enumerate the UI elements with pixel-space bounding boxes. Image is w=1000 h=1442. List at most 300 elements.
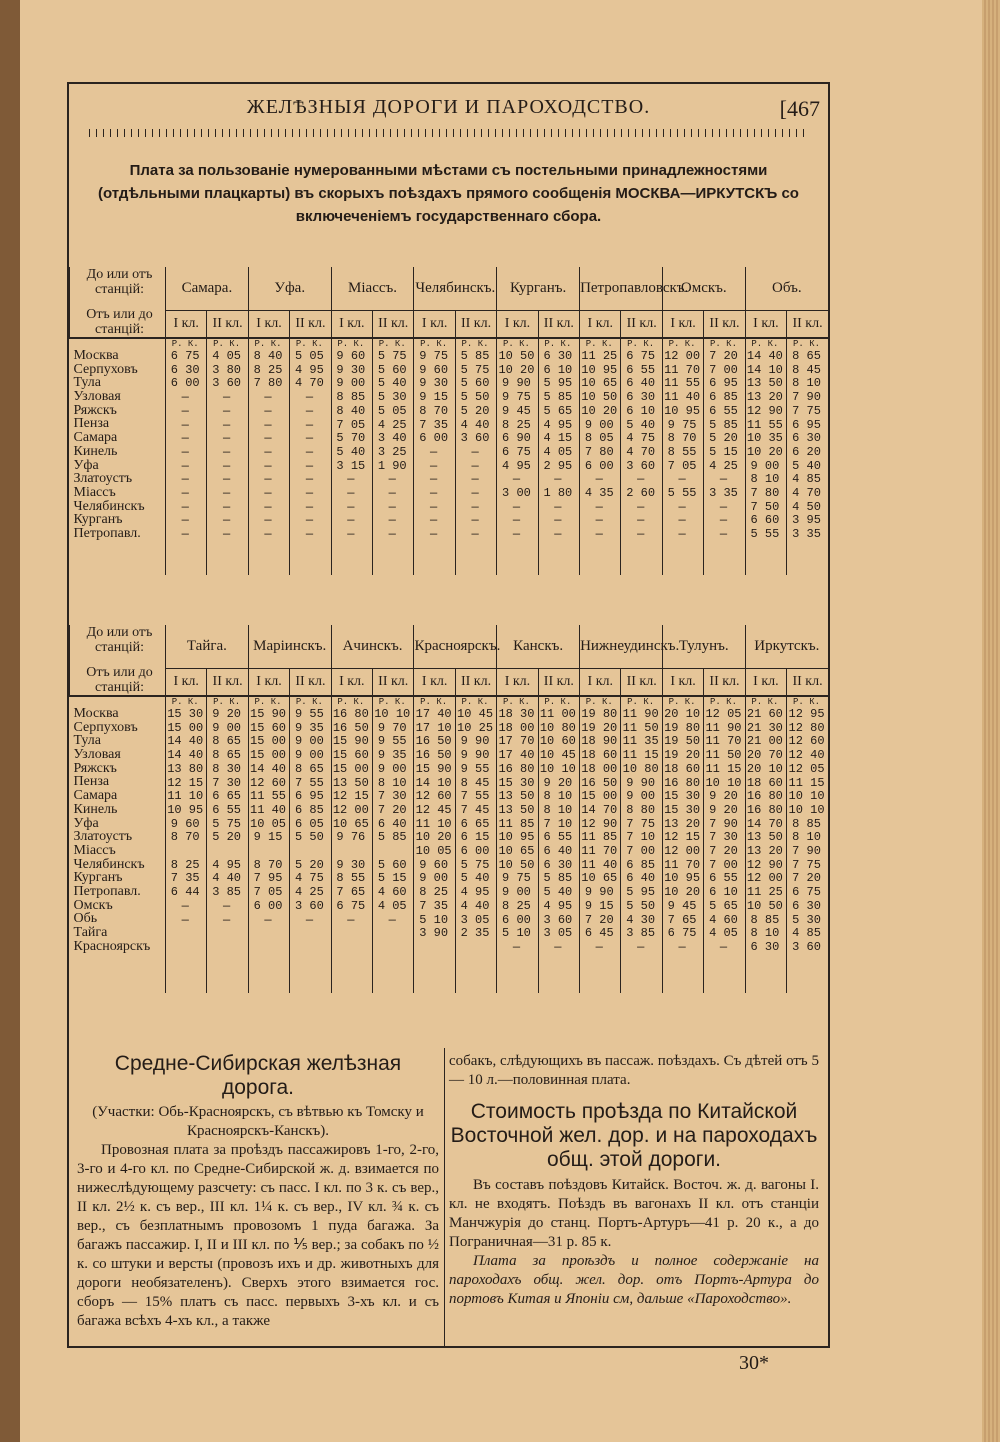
fare-value [249,927,287,941]
fare-value: 5 85 [543,390,573,405]
fare-value: 17 70 [498,734,535,749]
fare-value: — [678,527,686,542]
fare-value: — [595,513,603,528]
fare-value: 5 10 [502,926,531,941]
fare-value: 11 25 [581,349,618,363]
station-column-header: Канскъ. [497,625,580,668]
fare-value: 11 40 [581,857,618,872]
fare-value: — [637,513,645,528]
fare-value: 5 55 [667,486,697,501]
station-name: Узловая [73,747,121,763]
fare-value: 6 40 [626,871,656,886]
fare-value: 18 30 [498,707,535,721]
fare-value: 5 40 [543,885,573,900]
fare-value: 6 15 [460,830,490,845]
fare-value [207,845,245,859]
fare-value: 4 75 [295,871,324,886]
fare-value: 5 60 [377,857,407,872]
fare-value: — [264,472,272,487]
fare-value: 5 20 [295,857,324,872]
fare-value: 6 95 [295,789,324,804]
fare-value: 11 15 [788,775,825,790]
class-header-first: I кл. [414,668,455,696]
fare-value: 12 15 [664,830,701,845]
fare-value: 4 05 [212,349,242,363]
column-divider [444,1048,445,1348]
fare-value: 9 45 [502,403,531,418]
fare-value: — [181,431,189,446]
fare-value: 16 50 [581,775,618,790]
rubles-kopecks-label: Р. К. [461,697,489,707]
fare-value: 12 00 [746,871,783,886]
fare-value: 9 15 [584,898,614,913]
fare-value: 6 40 [543,844,573,859]
fare-cell-column [455,696,496,993]
fare-value: 4 95 [543,417,573,432]
fare-value: — [264,499,272,514]
fare-cell-column [207,696,248,993]
station-name: Москва [73,348,119,363]
fare-cell-column [414,696,455,993]
fare-value: 6 95 [709,376,738,391]
fare-value: 4 75 [626,431,656,446]
srednesib-heading: Средне-Сибирская желѣзная дорога. [114,1052,402,1099]
fare-value: — [554,499,562,514]
class-header-second: II кл. [373,310,414,338]
fare-value: 10 05 [415,844,452,859]
fare-value: — [305,912,314,927]
rubles-kopecks-label: Р. К. [709,697,737,707]
fare-value: 7 90 [709,816,738,831]
fare-value: — [181,912,189,927]
fare-cell-column [331,696,372,993]
fare-value: 9 55 [377,734,407,749]
fare-value: 8 30 [212,761,242,776]
class-header-second: II кл. [455,668,496,696]
fare-value: — [678,939,686,954]
fare-value: — [347,472,355,487]
fare-value: 7 75 [792,403,821,418]
class-header-second: II кл. [621,668,662,696]
class-header-first: I кл. [745,310,786,338]
fare-value: — [595,472,603,487]
fare-value: 5 60 [377,362,407,377]
fare-value: 8 55 [667,444,697,459]
fare-value: 6 20 [792,444,821,459]
fare-value [456,941,494,955]
fare-value: 8 85 [750,912,780,927]
fare-value: 6 30 [170,362,200,377]
fare-value: 5 50 [460,390,490,405]
fare-value: 8 10 [792,376,821,391]
fare-value: 5 55 [750,527,780,542]
station-column-header: Самара. [166,267,249,310]
rubles-kopecks-label: Р. К. [585,339,613,349]
fare-value: 10 95 [664,403,701,418]
fare-value: 14 40 [167,734,204,749]
rubles-kopecks-label: Р. К. [378,697,406,707]
station-column-header: Красноярскъ. [414,625,497,668]
fare-value: 12 60 [250,775,287,790]
fare-value: 10 20 [746,444,783,459]
fare-value: 7 45 [460,802,490,817]
fare-value: 8 80 [626,802,656,817]
rubles-kopecks-label: Р. К. [544,697,572,707]
fare-value [290,845,328,859]
fare-value: — [678,513,686,528]
class-header-first: I кл. [248,668,289,696]
fare-value: 11 70 [705,734,742,749]
fare-value: 5 30 [377,390,407,405]
station-column-header: Маріинскъ. [248,625,331,668]
fare-value: 9 30 [419,376,449,391]
fare-value: 3 35 [792,527,821,542]
fare-value: 10 45 [539,748,576,763]
fare-value: 16 80 [498,761,535,776]
fare-value: 9 00 [626,789,656,804]
fare-value: 5 75 [460,857,490,872]
fare-value: 21 30 [746,720,783,735]
fare-value: 5 85 [460,349,490,363]
fare-table-1 [69,267,828,575]
station-name: Узловая [73,389,121,405]
fare-value: 7 80 [253,376,283,391]
fare-value: 5 10 [419,912,449,927]
rubles-kopecks-label: Р. К. [254,339,282,349]
fare-value: 3 40 [377,431,407,446]
fare-value: 2 95 [543,458,573,473]
fare-value: — [181,486,189,501]
fare-value: 1 80 [543,486,573,501]
fare-value: 20 70 [746,748,783,763]
fare-value: 11 00 [539,707,576,721]
fare-value: 9 90 [460,748,490,763]
fare-value: 5 40 [460,871,490,886]
fare-value: 6 85 [626,857,656,872]
fare-value: 15 00 [250,748,287,763]
fare-value [249,845,287,859]
fare-value: 9 90 [626,775,656,790]
fare-value: 14 40 [746,349,783,363]
fare-value: — [223,458,231,473]
fare-value: 9 00 [502,885,531,900]
fare-value: 8 25 [502,417,531,432]
fare-value: 16 50 [415,734,452,749]
rubles-kopecks-label: Р. К. [295,697,323,707]
fare-value: 6 00 [170,376,200,391]
fare-value: 10 10 [705,775,742,790]
fare-value: 9 30 [336,857,366,872]
fare-value: 12 15 [332,789,369,804]
fare-cell-column [580,338,621,575]
fare-value: 4 95 [295,362,324,377]
folio-signature: 30* [739,1352,769,1374]
class-header-first: I кл. [331,310,372,338]
fare-value: — [637,939,645,954]
fare-value: — [388,912,396,927]
fare-value: — [223,403,231,418]
fare-value: 3 60 [212,376,242,391]
fare-value: 6 30 [792,898,821,913]
fare-value: 12 00 [664,349,701,363]
fare-value: 7 75 [792,857,821,872]
fare-value: 6 30 [543,857,573,872]
rubles-kopecks-label: Р. К. [337,697,365,707]
class-header-second: II кл. [621,310,662,338]
fare-value: 7 30 [709,830,738,845]
fare-value: 7 80 [750,486,780,501]
fare-value: 13 50 [746,376,783,391]
fare-value: 5 50 [626,898,656,913]
fare-value: 8 10 [543,802,573,817]
station-name: Самара [73,430,118,446]
fare-value: 4 95 [543,898,573,913]
fare-value: 11 55 [746,417,783,432]
fare-cell-column [455,338,496,575]
fare-value: — [512,939,521,954]
fare-value: 5 05 [377,403,407,418]
fare-cell-column [373,696,414,993]
fare-value: 12 90 [746,403,783,418]
rubles-kopecks-label: Р. К. [627,697,655,707]
fare-cell-column [621,338,662,575]
station-name: Кинель [73,801,118,817]
fare-value: 15 30 [498,775,535,790]
fare-value: 10 20 [415,830,452,845]
cer-heading: Стоимость проѣзда по Китайской Восточной жел. дор. и на пароходахъ общ. этой дороги. [450,1100,818,1171]
class-header-second: II кл. [207,310,248,338]
fare-value: — [719,499,728,514]
fare-value: 4 25 [295,885,324,900]
fare-value: 13 50 [332,775,369,790]
fare-value: 16 50 [332,720,369,735]
fare-value: 8 85 [792,816,821,831]
fare-value: 7 35 [170,871,200,886]
fare-value: 3 05 [543,926,573,941]
fare-value: 10 95 [167,802,204,817]
fare-cell-column [207,338,248,575]
fare-value: 10 10 [788,789,825,804]
fare-value [249,941,287,955]
fare-value: 6 44 [170,885,200,900]
fare-cell-column [248,696,289,993]
fare-value: 6 85 [295,802,324,817]
station-column-header: Челябинскъ. [414,267,497,310]
station-column-header: Тулунъ. [662,625,745,668]
fare-value: — [637,527,645,542]
fare-value: — [347,513,355,528]
fare-value: 10 65 [332,816,369,831]
corner-header: До или отъ станцій: Отъ или до станцій: [70,267,166,338]
fare-value: 10 10 [374,707,411,721]
station-list [70,338,166,575]
fare-value: — [181,513,189,528]
page-frame [67,82,830,1348]
fare-value: — [305,499,314,514]
fare-value: — [181,390,189,405]
station-name: Златоустъ [73,471,133,487]
fare-value: 17 40 [415,707,452,721]
fare-value [332,845,370,859]
fare-value: 11 25 [746,885,783,900]
fare-value: 9 00 [377,761,407,776]
fare-value: 13 50 [498,802,535,817]
fare-value: 16 80 [332,707,369,721]
rubles-kopecks-label: Р. К. [544,339,572,349]
fare-value: 6 55 [709,403,738,418]
fare-value: — [305,458,314,473]
fare-value: 8 65 [792,349,821,363]
fare-value: 6 10 [709,885,738,900]
station-name: Курганъ [73,512,123,528]
fare-value: 7 90 [792,844,821,859]
fare-value [373,941,411,955]
fare-value: 5 75 [460,362,490,377]
fare-value: 7 05 [336,417,366,432]
fare-value: 7 35 [419,417,449,432]
fare-value: 15 00 [250,734,287,749]
fare-value: 6 55 [709,871,738,886]
fare-cell-column [538,338,579,575]
children-fare-text: собакъ, слѣдующихъ въ пассаж. поѣздахъ. Съ дѣтей отъ 5 — 10 л.—половинная плата. [449,1053,819,1088]
fare-value: 5 20 [212,830,242,845]
fare-value: — [595,939,603,954]
cer-steamer-note: Плата за проѣздъ и полное содержаніе на пароходахъ общ. жел. дор. отъ Портъ-Артура до портовъ Китая и Японіи см, дальше «Пароходство». [449,1253,819,1307]
rubles-kopecks-label: Р. К. [751,697,779,707]
fare-value: — [264,444,272,459]
fare-value: 12 90 [746,857,783,872]
fare-value: 11 55 [664,376,701,391]
fare-value: — [471,486,479,501]
station-name: Самара [73,788,118,804]
fare-value: — [430,513,438,528]
fare-value: — [223,898,231,913]
fare-value: 8 65 [212,748,242,763]
fare-value: 8 45 [460,775,490,790]
fare-value: 14 40 [250,761,287,776]
fare-value: 6 00 [502,912,531,927]
fare-value: 17 10 [415,720,452,735]
fare-value: 9 60 [336,349,366,363]
table-intro: Плата за пользованіе нумерованными мѣстами съ постельными принадлежностями (отдѣльными плацкарты) въ скорыхъ поѣздахъ прямого сообщенія МОСКВА—ИРКУТСКЪ со включеченіемъ государственнаго сбора. [98,162,799,225]
fare-value: 9 20 [709,789,738,804]
fare-value: 16 50 [415,748,452,763]
fare-value: — [223,499,231,514]
fare-value: 3 60 [460,431,490,446]
fare-value: 19 80 [664,720,701,735]
fare-value: 19 50 [664,734,701,749]
station-name: Пенза [73,416,110,432]
fare-value: 12 45 [415,802,452,817]
fare-value: 4 95 [460,885,490,900]
fare-value: 5 15 [709,444,738,459]
fare-value: 8 70 [253,857,283,872]
rubles-kopecks-label: Р. К. [461,339,489,349]
fare-value: — [305,417,314,432]
fare-value: 8 55 [336,871,366,886]
fare-cell-column [662,696,703,993]
fare-value: 3 35 [709,486,738,501]
fare-value: 9 35 [295,720,324,735]
station-name: Петропавл. [73,883,141,899]
class-header-first: I кл. [497,310,538,338]
wavy-rule [89,129,808,137]
fare-value: 17 40 [498,748,535,763]
fare-value: — [223,444,231,459]
fare-value: 15 60 [332,748,369,763]
fare-value: 3 60 [792,939,821,954]
fare-value: — [388,472,396,487]
fare-value: 11 90 [622,707,659,721]
class-header-first: I кл. [331,668,372,696]
fare-value: 10 10 [539,761,576,776]
fare-value: 16 80 [664,775,701,790]
fare-value: 7 30 [212,775,242,790]
fare-value: — [181,472,189,487]
fare-value: 6 55 [543,830,573,845]
fare-value: — [347,527,355,542]
rubles-kopecks-label: Р. К. [668,339,696,349]
fare-value: — [264,390,272,405]
fare-value: 3 90 [419,926,449,941]
fare-value: 8 70 [419,403,449,418]
class-header-second: II кл. [704,310,745,338]
fare-value: 4 50 [792,499,821,514]
fare-value: 10 80 [539,720,576,735]
running-header [69,96,828,126]
fare-value: 4 05 [709,926,738,941]
fare-cell-column [373,338,414,575]
corner-sub: Отъ или до станцій: [86,307,153,337]
fare-value: 3 85 [212,885,242,900]
fare-value: 4 25 [377,417,407,432]
class-header-second: II кл. [207,668,248,696]
fare-value: 9 00 [336,376,366,391]
station-name: Омскъ [73,897,113,913]
fare-value: 8 70 [170,830,200,845]
fare-value: 8 45 [792,362,821,377]
fare-value: 8 10 [377,775,407,790]
fare-cell-column [248,338,289,575]
fare-value: 15 90 [250,707,287,721]
fare-value [290,927,328,941]
fare-value: 21 00 [746,734,783,749]
fare-value: 9 90 [460,734,490,749]
fare-value: 9 90 [584,885,614,900]
fare-value: 8 10 [750,472,780,487]
station-name: Серпуховъ [73,361,138,377]
fare-value: 8 10 [792,830,821,845]
fare-value: 7 00 [626,844,656,859]
fare-value: 6 00 [460,844,490,859]
rubles-kopecks-label: Р. К. [751,339,779,349]
rubles-kopecks-label: Р. К. [295,339,323,349]
fare-cell-column [787,696,828,993]
fare-cell-column [414,338,455,575]
fare-value: 7 05 [253,885,283,900]
class-header-second: II кл. [290,668,331,696]
class-header-first: I кл. [414,310,455,338]
fare-value: — [181,444,189,459]
fare-value: 9 00 [419,871,449,886]
fare-value: 9 75 [502,871,531,886]
fare-value: — [430,458,438,473]
fare-value: 3 60 [626,458,656,473]
station-column-header: Петропавловскъ. [580,267,663,310]
fare-value: 7 20 [584,912,614,927]
fare-value: 6 75 [170,349,200,363]
fare-value: 4 25 [709,458,738,473]
